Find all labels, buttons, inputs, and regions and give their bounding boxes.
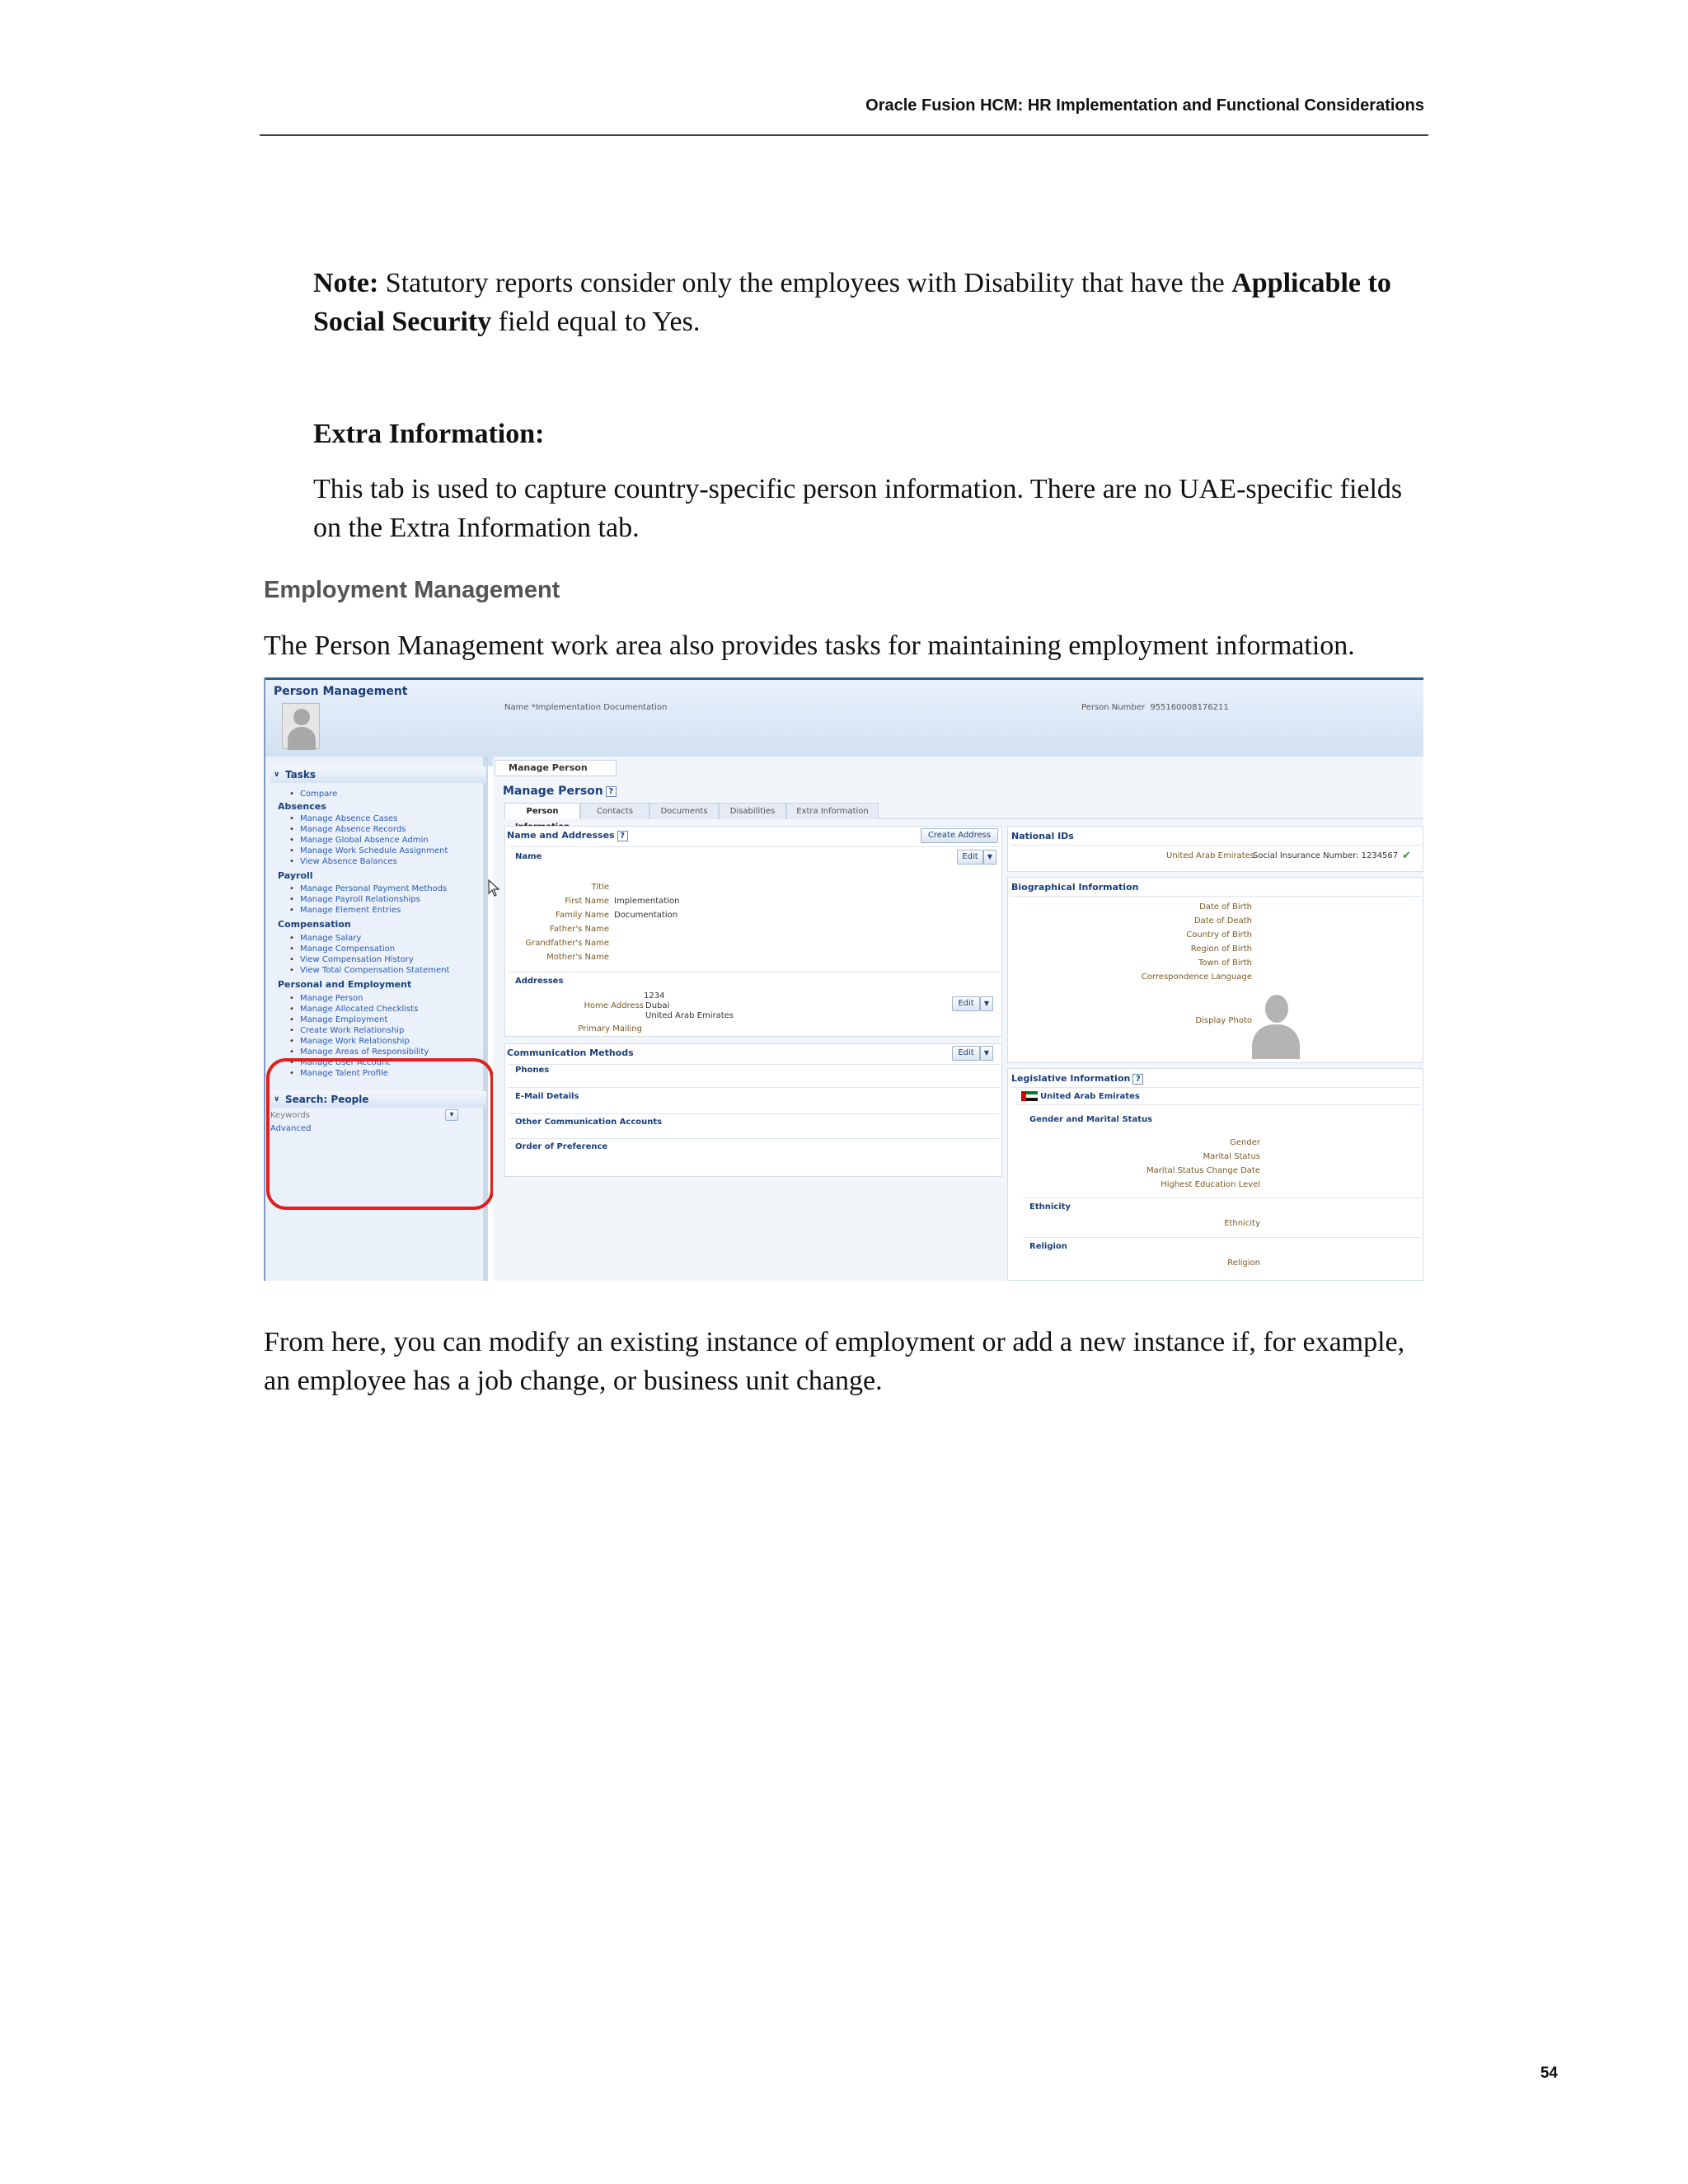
tab-person-information[interactable]: Person bbox=[504, 803, 580, 819]
title-label: Title bbox=[591, 883, 609, 892]
check-icon: ✔ bbox=[1402, 850, 1411, 862]
other-accounts-section: Other Communication Accounts bbox=[515, 1118, 663, 1127]
uae-flag-icon bbox=[1021, 1091, 1038, 1101]
religion-label: Religion bbox=[1227, 1258, 1260, 1268]
chevron-down-icon[interactable]: ▼ bbox=[983, 850, 996, 865]
home-address-label: Home Address bbox=[584, 1001, 644, 1010]
name-label: Name bbox=[504, 703, 529, 712]
manage-person-link[interactable]: • Manage Person bbox=[300, 994, 363, 1004]
task-link[interactable]: • Manage Allocated Checklists bbox=[300, 1005, 418, 1015]
note-text-1: Statutory reports consider only the employees with Disability that have the bbox=[378, 268, 1232, 298]
task-link[interactable]: • View Compensation History bbox=[300, 955, 414, 965]
screenshot-header bbox=[265, 677, 1423, 766]
note-paragraph bbox=[313, 264, 1418, 341]
email-section: E-Mail Details bbox=[515, 1092, 579, 1101]
national-id-country: United Arab Emirates bbox=[1166, 851, 1255, 860]
payroll-group: Payroll bbox=[278, 870, 313, 881]
help-icon[interactable]: ? bbox=[1132, 1074, 1143, 1085]
marital-status-change-date-label: Marital Status Change Date bbox=[1146, 1166, 1260, 1175]
compensation-group: Compensation bbox=[278, 919, 351, 930]
family-name-label: Family Name bbox=[556, 911, 609, 920]
national-ids-panel bbox=[1007, 826, 1423, 872]
region-of-birth-label: Region of Birth bbox=[1190, 944, 1252, 954]
tab-documents[interactable]: Documents bbox=[649, 803, 719, 819]
task-link[interactable]: • Manage User Account bbox=[300, 1058, 390, 1068]
extra-information-heading: Extra Information: bbox=[313, 419, 545, 449]
edit-communication-button[interactable]: Edit bbox=[952, 1046, 980, 1061]
note-text-2: field equal to Yes. bbox=[491, 307, 701, 337]
mouse-cursor-icon bbox=[488, 879, 501, 898]
task-link[interactable]: • View Total Compensation Statement bbox=[300, 966, 449, 976]
display-photo-label: Display Photo bbox=[1195, 1016, 1252, 1025]
app-title: Person Management bbox=[274, 685, 408, 698]
compare-link[interactable]: • Compare bbox=[300, 790, 337, 799]
marital-status-label: Marital Status bbox=[1203, 1152, 1260, 1161]
first-name-value: Implementation bbox=[614, 897, 680, 906]
biographical-panel bbox=[1007, 877, 1423, 1063]
fathers-name-label: Father's Name bbox=[549, 925, 609, 934]
collapse-icon[interactable]: ∨ bbox=[274, 771, 280, 779]
family-name-value: Documentation bbox=[614, 911, 678, 920]
personal-employment-group: Personal and Employment bbox=[278, 979, 412, 990]
person-number-label: Person Number bbox=[1081, 703, 1145, 712]
name-value: Implementation Documentation bbox=[535, 703, 668, 712]
biographical-heading: Biographical Information bbox=[1011, 882, 1139, 893]
extra-information-text: This tab is used to capture country-specific person information. There are no UAE-specific fields on the Extra Information tab. bbox=[313, 474, 1403, 543]
communication-methods-panel bbox=[504, 1043, 1002, 1177]
order-of-preference-section: Order of Preference bbox=[515, 1142, 608, 1151]
running-header: Oracle Fusion HCM: HR Implementation and Functional Considerations bbox=[865, 96, 1424, 115]
correspondence-language-label: Correspondence Language bbox=[1141, 972, 1252, 982]
national-ids-heading: National IDs bbox=[1011, 831, 1074, 841]
task-link[interactable]: • Manage Work Schedule Assignment bbox=[300, 846, 448, 856]
person-number-value: 955160008176211 bbox=[1150, 703, 1229, 712]
tasks-sidebar bbox=[265, 757, 488, 1281]
help-icon[interactable]: ? bbox=[617, 831, 628, 841]
national-id-value: Social Insurance Number: 1234567 bbox=[1253, 851, 1399, 860]
collapse-icon[interactable]: ∨ bbox=[274, 1095, 280, 1104]
edit-address-button[interactable]: Edit bbox=[952, 996, 980, 1011]
legislative-panel bbox=[1007, 1068, 1423, 1281]
task-link[interactable]: • Manage Compensation bbox=[300, 944, 395, 954]
tab-contacts[interactable]: Contacts bbox=[580, 803, 649, 819]
task-link[interactable]: • Manage Global Absence Admin bbox=[300, 836, 429, 846]
tab-disabilities[interactable]: Disabilities bbox=[719, 803, 786, 819]
chevron-down-icon[interactable]: ▼ bbox=[980, 996, 993, 1011]
country-of-birth-label: Country of Birth bbox=[1186, 930, 1252, 940]
task-link[interactable]: • Manage Element Entries bbox=[300, 906, 401, 916]
addresses-section: Addresses bbox=[515, 977, 564, 986]
search-button[interactable]: ▾ bbox=[445, 1109, 458, 1121]
required-icon: * bbox=[531, 703, 536, 712]
main-content bbox=[493, 757, 1423, 1281]
task-link[interactable]: • Manage Payroll Relationships bbox=[300, 895, 420, 905]
town-of-birth-label: Town of Birth bbox=[1198, 958, 1252, 968]
grandfathers-name-label: Grandfather's Name bbox=[525, 939, 609, 948]
avatar bbox=[282, 703, 320, 749]
task-link[interactable]: • Manage Personal Payment Methods bbox=[300, 884, 447, 894]
tab-extra-information[interactable]: Extra Information bbox=[786, 803, 879, 819]
chevron-down-icon[interactable]: ▼ bbox=[980, 1046, 993, 1061]
manage-employment-link[interactable]: • Manage Employment bbox=[300, 1015, 387, 1025]
legislative-country: United Arab Emirates bbox=[1021, 1091, 1140, 1101]
task-link[interactable]: • Manage Salary bbox=[300, 934, 361, 944]
person-management-screenshot bbox=[264, 677, 1423, 1281]
ethnicity-label: Ethnicity bbox=[1224, 1219, 1260, 1228]
help-icon[interactable]: ? bbox=[606, 786, 617, 797]
task-link[interactable]: • Manage Absence Cases bbox=[300, 814, 397, 824]
closing-paragraph: From here, you can modify an existing instance of employment or add a new instance if, for example, an employee has a job change, or business unit change. bbox=[264, 1327, 1405, 1396]
note-bold-field: Applicable to Social Security bbox=[313, 268, 1391, 337]
edit-name-button[interactable]: Edit bbox=[957, 850, 983, 865]
advanced-link[interactable]: • Advanced bbox=[270, 1124, 311, 1134]
first-name-label: First Name bbox=[565, 897, 609, 906]
employment-intro: The Person Management work area also provides tasks for maintaining employment information. bbox=[264, 630, 1355, 661]
religion-section: Religion bbox=[1029, 1242, 1067, 1251]
search-people-header[interactable]: ∨ Search: People bbox=[270, 1091, 486, 1108]
page-number: 54 bbox=[1540, 2064, 1558, 2082]
highlight-circle bbox=[266, 1058, 494, 1210]
phones-section: Phones bbox=[515, 1066, 550, 1075]
task-link[interactable]: • Create Work Relationship bbox=[300, 1026, 404, 1036]
create-address-button[interactable]: Create Address bbox=[921, 828, 998, 843]
name-addresses-heading: Name and Addresses ? bbox=[507, 830, 628, 841]
legislative-heading: Legislative Information ? bbox=[1011, 1073, 1143, 1085]
address-line: Dubai bbox=[645, 1001, 670, 1010]
task-link[interactable]: • Manage Absence Records bbox=[300, 825, 406, 835]
task-link[interactable]: • Manage Areas of Responsibility bbox=[300, 1047, 429, 1057]
display-photo-icon bbox=[1252, 995, 1300, 1059]
address-line: 1234 bbox=[644, 991, 665, 1001]
employment-management-heading: Employment Management bbox=[264, 577, 560, 603]
absences-group: Absences bbox=[278, 801, 326, 812]
highest-education-level-label: Highest Education Level bbox=[1160, 1180, 1260, 1189]
communication-methods-heading: Communication Methods bbox=[507, 1047, 634, 1058]
mothers-name-label: Mother's Name bbox=[546, 953, 609, 962]
primary-mailing-label: Primary Mailing bbox=[578, 1024, 642, 1033]
name-addresses-panel bbox=[504, 826, 1002, 1037]
manage-person-region-tab[interactable]: Manage Person bbox=[495, 760, 617, 776]
gender-label: Gender bbox=[1230, 1138, 1260, 1147]
tasks-panel-header[interactable]: ∨ Tasks bbox=[270, 766, 486, 783]
task-link[interactable]: • Manage Talent Profile bbox=[300, 1069, 388, 1079]
date-of-birth-label: Date of Birth bbox=[1199, 902, 1252, 912]
task-link[interactable]: • View Absence Balances bbox=[300, 857, 397, 867]
ethnicity-section: Ethnicity bbox=[1029, 1202, 1071, 1212]
person-tabs bbox=[504, 803, 1423, 819]
gender-marital-section: Gender and Marital Status bbox=[1029, 1115, 1153, 1124]
address-line: United Arab Emirates bbox=[645, 1011, 734, 1020]
task-link[interactable]: • Manage Work Relationship bbox=[300, 1037, 410, 1047]
keywords-label: • Keywords bbox=[270, 1111, 310, 1121]
name-section: Name bbox=[515, 852, 542, 861]
header-rule bbox=[260, 134, 1428, 136]
date-of-death-label: Date of Death bbox=[1193, 916, 1252, 926]
manage-person-heading: Manage Person ? bbox=[503, 785, 617, 798]
note-label: Note: bbox=[313, 268, 379, 298]
